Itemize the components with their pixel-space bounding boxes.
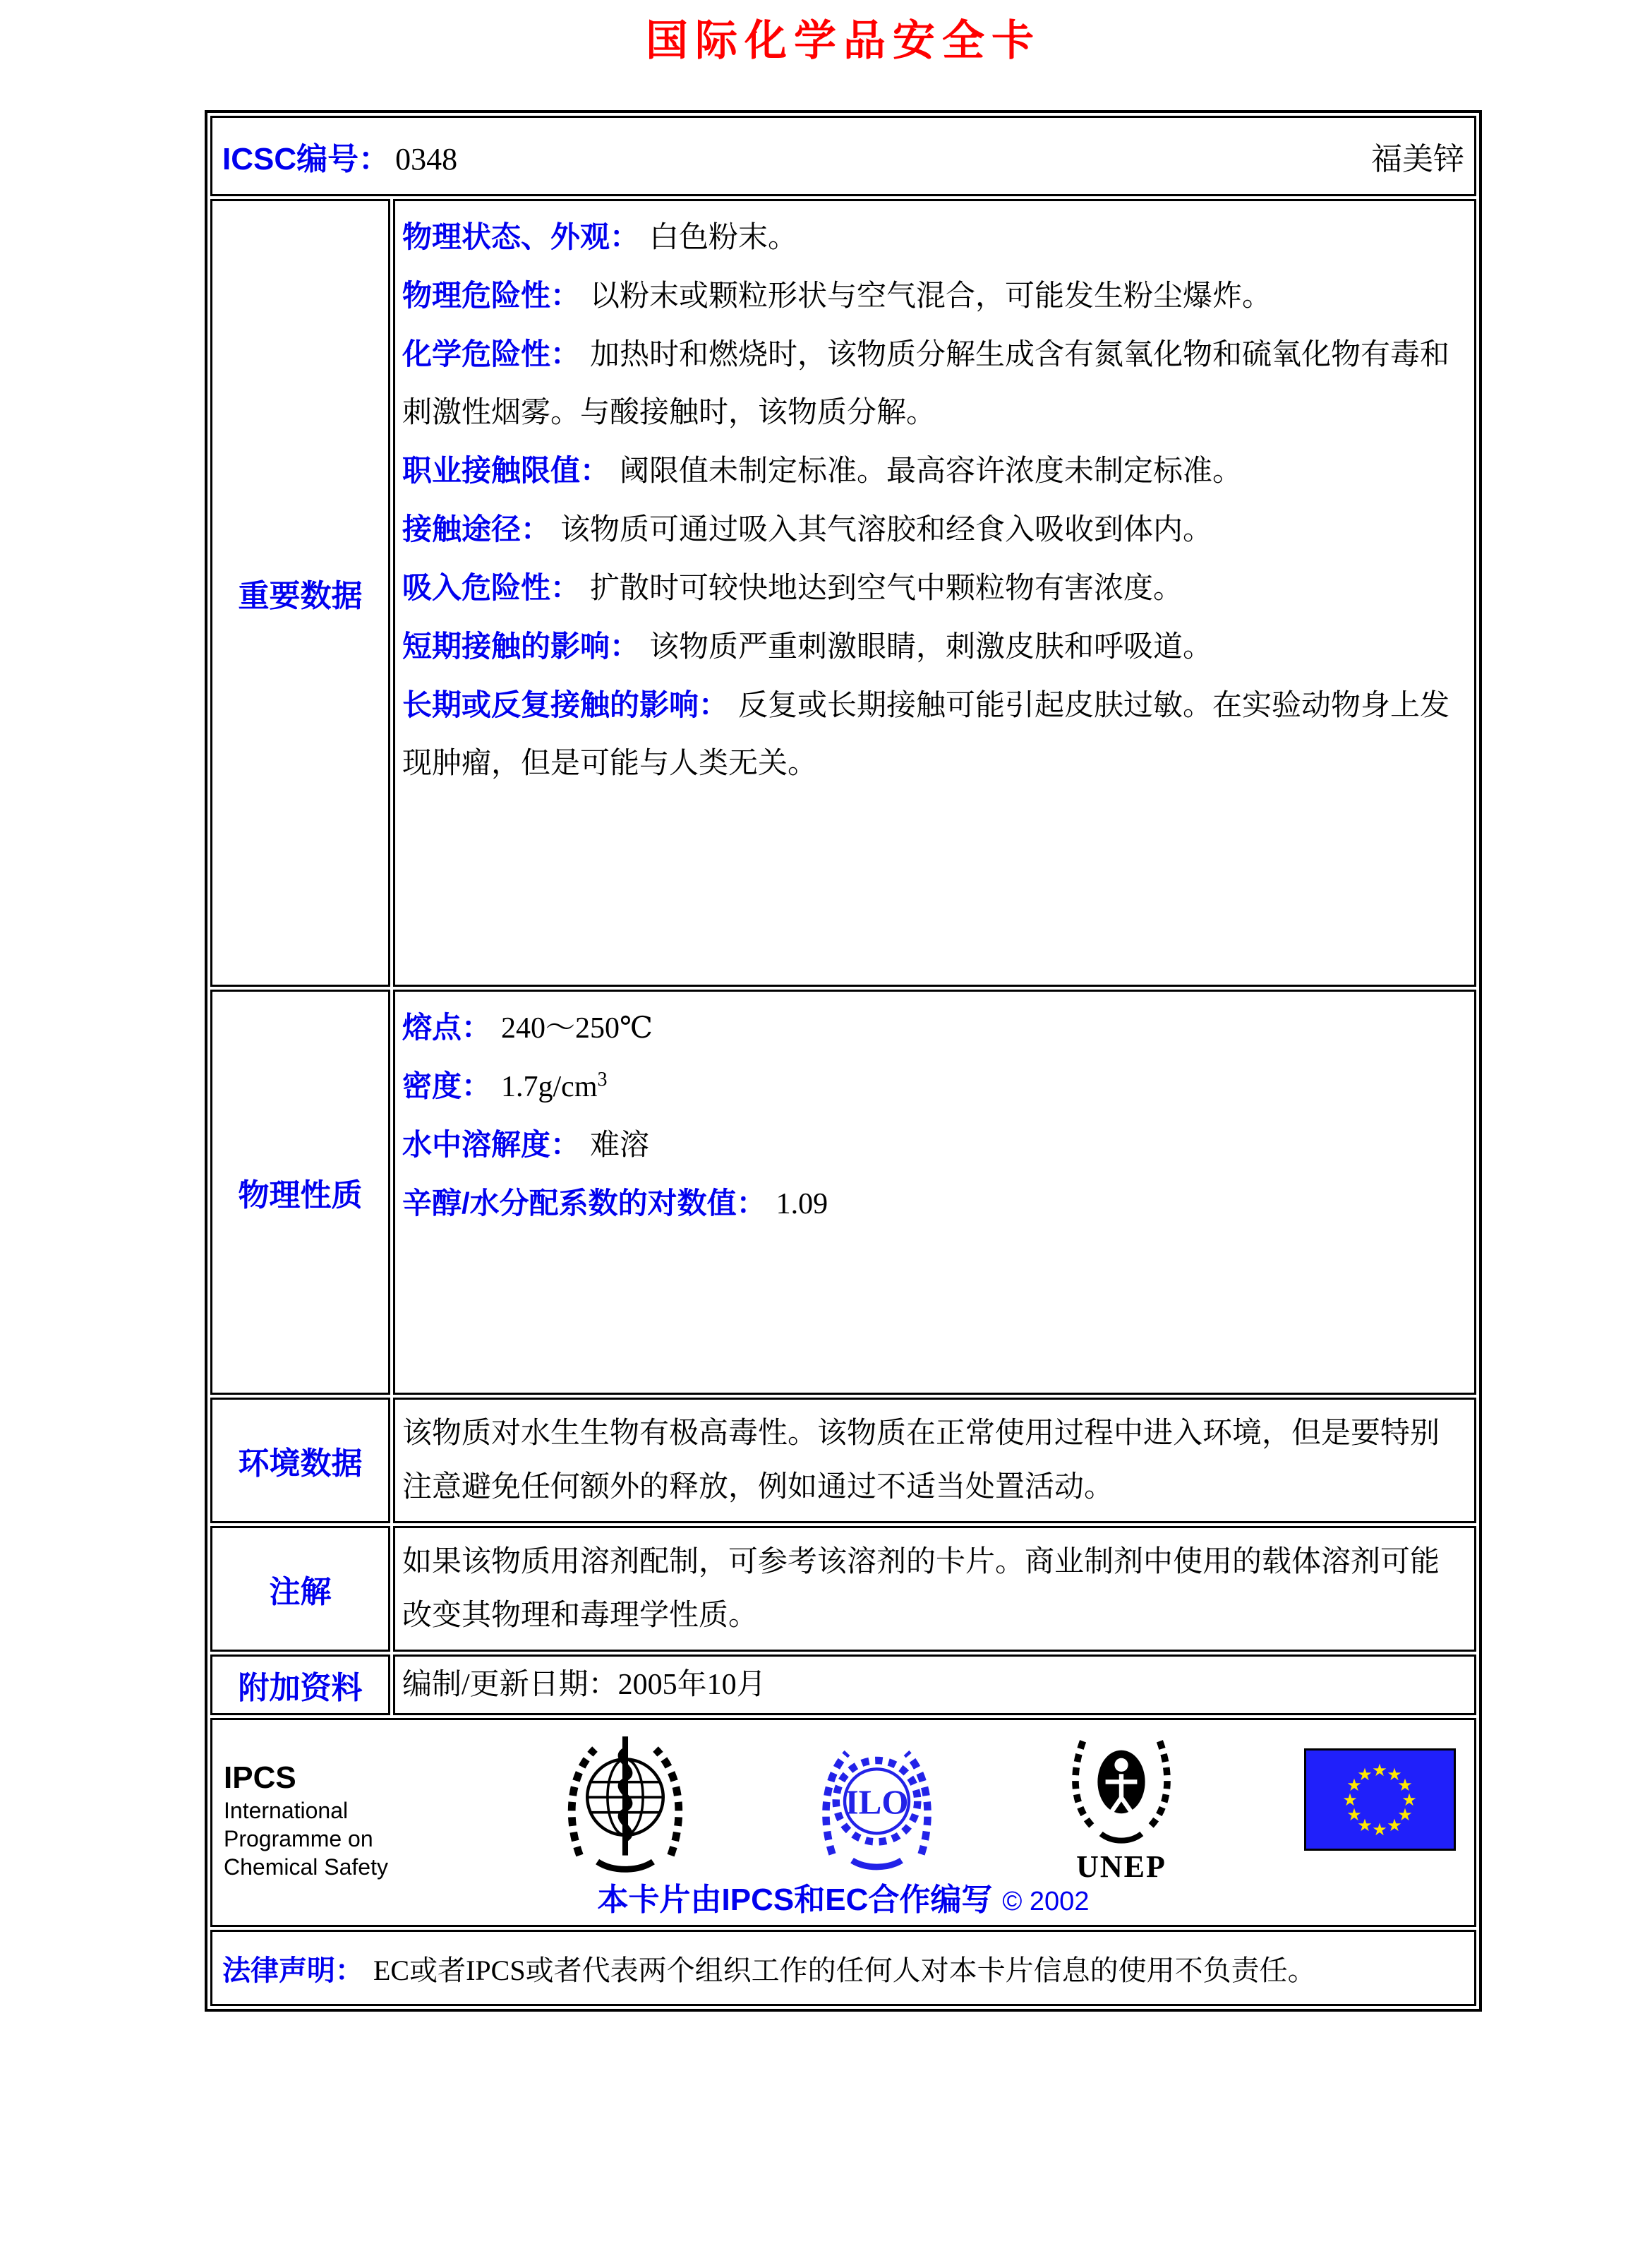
entry-density: [402, 1057, 1464, 1116]
entry-physical-state: [402, 208, 1464, 267]
header-cell: [210, 116, 1476, 196]
svg-text:★: ★: [1346, 1805, 1362, 1825]
entry-label: 职业接触限值：: [402, 454, 610, 487]
environment-text: 该物质对水生生物有极高毒性。该物质在正常使用过程中进入环境，但是要特别注意避免任何额外的释放，例如通过不适当处置活动。: [402, 1417, 1440, 1503]
section-label-environment: 环境数据: [210, 1398, 390, 1523]
entry-label: 密度：: [402, 1069, 492, 1103]
chemical-name: 福美锌: [1371, 142, 1464, 176]
density-exponent: 3: [597, 1069, 608, 1091]
important-data-row: [210, 199, 1476, 987]
entry-label: 吸入危险性：: [402, 571, 581, 604]
entry-text: 以粉末或颗粒形状与空气混合，可能发生粉尘爆炸。: [590, 280, 1272, 313]
additional-info-content: [393, 1655, 1476, 1715]
ipcs-line: International: [224, 1798, 349, 1823]
header-row: [210, 116, 1476, 196]
svg-text:★: ★: [1372, 1820, 1387, 1839]
entry-long-term-effects: [402, 676, 1464, 793]
section-label-additional: 附加资料: [210, 1655, 390, 1715]
entry-text: 该物质严重刺激眼睛，刺激皮肤和呼吸道。: [649, 631, 1213, 663]
environmental-data-row: [210, 1398, 1476, 1523]
eu-flag-icon: [1304, 1731, 1467, 1854]
logos-row: [219, 1731, 1467, 1883]
unep-label: UNEP: [1076, 1849, 1166, 1884]
additional-text: 编制/更新日期：2005年10月: [402, 1669, 766, 1701]
ipcs-line: Chemical Safety: [224, 1854, 388, 1880]
physical-properties-row: [210, 990, 1476, 1395]
entry-text: 1.7g/cm: [501, 1071, 598, 1103]
entry-text: 难溶: [590, 1129, 650, 1162]
entry-label: 物理状态、外观：: [402, 220, 640, 253]
ilo-icon: [815, 1731, 939, 1883]
svg-text:★: ★: [1397, 1805, 1413, 1825]
entry-text: 扩散时可较快地达到空气中颗粒物有害浓度。: [590, 572, 1183, 605]
entry-exposure-route: [402, 500, 1464, 559]
entry-chemical-danger: [402, 325, 1464, 442]
ipcs-line: Programme on: [224, 1826, 373, 1851]
svg-text:★: ★: [1387, 1765, 1402, 1784]
legal-label: 法律声明：: [222, 1954, 363, 1986]
caption-copyright: © 2002: [1002, 1887, 1090, 1916]
entry-water-solubility: [402, 1116, 1464, 1175]
icsc-number: 0348: [395, 142, 458, 176]
card-table: [205, 110, 1482, 2012]
entry-label: 短期接触的影响：: [402, 630, 640, 663]
entry-text: 白色粉末。: [649, 222, 798, 254]
entry-occupational-limit: [402, 442, 1464, 500]
physical-properties-content: [393, 990, 1476, 1395]
entry-label: 辛醇/水分配系数的对数值：: [402, 1187, 766, 1220]
entry-short-term-effects: [402, 618, 1464, 676]
icsc-number-group: [222, 133, 457, 179]
footer-row: [210, 1718, 1476, 1927]
entry-physical-danger: [402, 267, 1464, 325]
notes-content: [393, 1526, 1476, 1652]
ilo-label: ILO: [845, 1782, 909, 1822]
entry-label: 长期或反复接触的影响：: [402, 688, 729, 721]
legal-row: [210, 1930, 1476, 2006]
icsc-label: ICSC编号：: [222, 142, 390, 176]
entry-label: 接触途径：: [402, 512, 551, 546]
who-icon: [562, 1731, 689, 1883]
entry-partition-coefficient: [402, 1175, 1464, 1233]
page-title: 国际化学品安全卡: [646, 17, 1041, 64]
entry-inhalation-risk: [402, 559, 1464, 618]
unep-icon: [1065, 1731, 1178, 1882]
entry-label: 熔点：: [402, 1011, 492, 1044]
svg-text:★: ★: [1357, 1815, 1373, 1835]
svg-text:★: ★: [1397, 1775, 1413, 1795]
legal-cell: [210, 1930, 1476, 2006]
additional-info-row: [210, 1655, 1476, 1715]
svg-text:★: ★: [1401, 1790, 1417, 1810]
entry-melting-point: [402, 999, 1464, 1057]
important-data-content: [393, 199, 1476, 987]
entry-text: 240～250℃: [501, 1012, 653, 1045]
entry-text: 加热时和燃烧时，该物质分解生成含有氮氧化物和硫氧化物有毒和刺激性烟雾。与酸接触时，该物质分解。: [402, 339, 1450, 429]
caption-text: 本卡片由IPCS和EC合作编写: [597, 1882, 993, 1917]
notes-text: 如果该物质用溶剂配制，可参考该溶剂的卡片。商业制剂中使用的载体溶剂可能改变其物理和毒理学性质。: [402, 1546, 1440, 1632]
section-label-important: 重要数据: [210, 199, 390, 987]
footer-cell: [210, 1718, 1476, 1927]
entry-text: 1.09: [776, 1188, 828, 1220]
entry-label: 水中溶解度：: [402, 1128, 581, 1161]
notes-row: [210, 1526, 1476, 1652]
entry-text: 反复或长期接触可能引起皮肤过敏。在实验动物身上发现肿瘤，但是可能与人类无关。: [402, 690, 1450, 780]
ipcs-acronym: IPCS: [224, 1760, 296, 1795]
environmental-data-content: [393, 1398, 1476, 1523]
legal-text: EC或者IPCS或者代表两个组织工作的任何人对本卡片信息的使用不负责任。: [373, 1954, 1316, 1986]
svg-text:★: ★: [1387, 1815, 1402, 1835]
svg-text:★: ★: [1372, 1760, 1387, 1780]
entry-text: 阈限值未制定标准。最高容许浓度未制定标准。: [620, 455, 1243, 488]
svg-text:★: ★: [1357, 1765, 1373, 1784]
svg-text:★: ★: [1342, 1790, 1358, 1810]
entry-text: 该物质可通过吸入其气溶胶和经食入吸收到体内。: [560, 514, 1213, 546]
svg-text:★: ★: [1346, 1775, 1362, 1795]
entry-label: 物理危险性：: [402, 279, 581, 312]
section-label-physical: 物理性质: [210, 990, 390, 1395]
section-label-notes: 注解: [210, 1526, 390, 1652]
entry-label: 化学危险性：: [402, 337, 581, 371]
footer-caption: [212, 1874, 1474, 1919]
ipcs-block: [219, 1731, 435, 1881]
